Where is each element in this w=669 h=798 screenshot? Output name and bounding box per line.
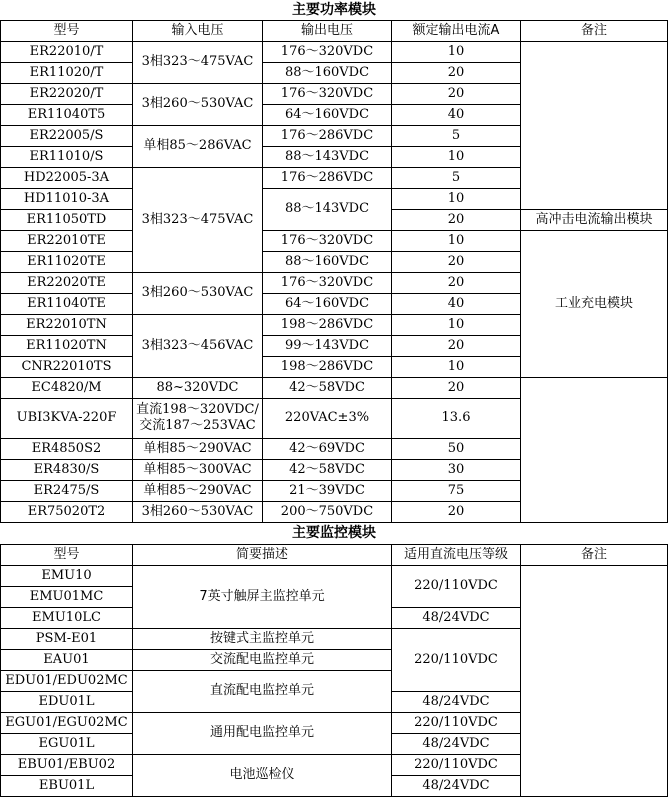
input-voltage-cell-dual [133, 398, 263, 438]
dc-voltage-cell: 48/24VDC [392, 691, 521, 712]
output-voltage-cell: 42～69VDC [263, 438, 392, 459]
output-voltage-cell: 176～286VDC [263, 167, 392, 188]
output-voltage-cell: 88～160VDC [263, 251, 392, 272]
dc-voltage-cell: 220/110VDC [392, 754, 521, 775]
remark-cell-empty [521, 377, 668, 522]
model-cell: EMU10LC [1, 607, 133, 628]
input-voltage-cell: 3相260～530VAC [133, 83, 263, 125]
current-cell: 20 [392, 251, 521, 272]
current-cell: 30 [392, 459, 521, 480]
monitor-module-table [0, 523, 668, 797]
input-voltage-cell: 3相260～530VAC [133, 501, 263, 522]
current-cell: 20 [392, 377, 521, 398]
current-cell: 40 [392, 104, 521, 125]
input-voltage-cell: 3相323～456VAC [133, 314, 263, 377]
current-cell: 10 [392, 356, 521, 377]
output-voltage-cell: 88～143VDC [263, 146, 392, 167]
model-cell: ER11050TD [1, 209, 133, 230]
model-cell: HD11010-3A [1, 188, 133, 209]
description-cell: 7英寸触屏主监控单元 [133, 565, 392, 628]
current-cell: 5 [392, 167, 521, 188]
input-voltage-cell: 单相85～290VAC [133, 480, 263, 501]
input-voltage-cell: 88~320VDC [133, 377, 263, 398]
model-cell: EC4820/M [1, 377, 133, 398]
dc-voltage-cell: 220/110VDC [392, 628, 521, 691]
dc-voltage-cell: 220/110VDC [392, 565, 521, 607]
output-voltage-cell: 88～160VDC [263, 62, 392, 83]
model-cell: ER4830/S [1, 459, 133, 480]
input-voltage-cell: 3相323～475VAC [133, 167, 263, 272]
model-cell: ER11040TE [1, 293, 133, 314]
current-cell: 40 [392, 293, 521, 314]
remark-industrial-charging: 工业充电模块 [521, 230, 668, 377]
monitor-table-title: 主要监控模块 [1, 523, 668, 544]
input-voltage-ac: 交流187～253VAC [139, 418, 256, 433]
model-cell: PSM-E01 [1, 628, 133, 649]
model-cell: ER22010TE [1, 230, 133, 251]
current-cell: 20 [392, 83, 521, 104]
header-description: 简要描述 [133, 544, 392, 565]
output-voltage-cell: 200～750VDC [263, 501, 392, 522]
model-cell: EMU01MC [1, 586, 133, 607]
model-cell: EBU01/EBU02 [1, 754, 133, 775]
output-voltage-cell: 176～320VDC [263, 272, 392, 293]
model-cell: ER4850S2 [1, 438, 133, 459]
output-voltage-cell: 198～286VDC [263, 314, 392, 335]
model-cell: ER22010TN [1, 314, 133, 335]
header-remark: 备注 [521, 544, 668, 565]
remark-high-surge: 高冲击电流输出模块 [521, 209, 668, 230]
current-cell: 50 [392, 438, 521, 459]
output-voltage-cell: 42～58VDC [263, 459, 392, 480]
header-input-voltage: 输入电压 [133, 20, 263, 41]
output-voltage-cell: 21～39VDC [263, 480, 392, 501]
header-model: 型号 [1, 544, 133, 565]
current-cell: 10 [392, 230, 521, 251]
model-cell: ER75020T2 [1, 501, 133, 522]
model-cell: EAU01 [1, 649, 133, 670]
model-cell: HD22005-3A [1, 167, 133, 188]
model-cell: EDU01L [1, 691, 133, 712]
remark-cell-empty [521, 565, 668, 796]
model-cell: CNR22010TS [1, 356, 133, 377]
output-voltage-cell: 88～143VDC [263, 188, 392, 230]
header-rated-current: 额定输出电流A [392, 20, 521, 41]
dc-voltage-cell: 48/24VDC [392, 775, 521, 796]
header-dc-voltage-level: 适用直流电压等级 [392, 544, 521, 565]
output-voltage-cell: 176～320VDC [263, 83, 392, 104]
dc-voltage-cell: 220/110VDC [392, 712, 521, 733]
dc-voltage-cell: 48/24VDC [392, 733, 521, 754]
header-remark: 备注 [521, 20, 668, 41]
output-voltage-cell: 220VAC±3% [263, 398, 392, 438]
power-table-title: 主要功率模块 [1, 0, 668, 20]
model-cell: ER22010/T [1, 41, 133, 62]
model-cell: ER11040T5 [1, 104, 133, 125]
model-cell: ER22005/S [1, 125, 133, 146]
model-cell: EBU01L [1, 775, 133, 796]
header-model: 型号 [1, 20, 133, 41]
input-voltage-cell: 3相260～530VAC [133, 272, 263, 314]
description-cell: 交流配电监控单元 [133, 649, 392, 670]
current-cell: 20 [392, 335, 521, 356]
output-voltage-cell: 64～160VDC [263, 293, 392, 314]
model-cell: EGU01L [1, 733, 133, 754]
input-voltage-cell: 单相85～300VAC [133, 459, 263, 480]
current-cell: 13.6 [392, 398, 521, 438]
model-cell: ER22020/T [1, 83, 133, 104]
output-voltage-cell: 99～143VDC [263, 335, 392, 356]
model-cell: ER11020TN [1, 335, 133, 356]
model-cell: EMU10 [1, 565, 133, 586]
output-voltage-cell: 198～286VDC [263, 356, 392, 377]
model-cell: EDU01/EDU02MC [1, 670, 133, 691]
description-cell: 直流配电监控单元 [133, 670, 392, 712]
model-cell: ER11020TE [1, 251, 133, 272]
description-cell: 按键式主监控单元 [133, 628, 392, 649]
dc-voltage-cell: 48/24VDC [392, 607, 521, 628]
current-cell: 10 [392, 314, 521, 335]
current-cell: 75 [392, 480, 521, 501]
header-output-voltage: 输出电压 [263, 20, 392, 41]
model-cell: ER22020TE [1, 272, 133, 293]
current-cell: 10 [392, 41, 521, 62]
current-cell: 10 [392, 146, 521, 167]
current-cell: 20 [392, 209, 521, 230]
current-cell: 5 [392, 125, 521, 146]
current-cell: 20 [392, 272, 521, 293]
output-voltage-cell: 176～320VDC [263, 41, 392, 62]
input-voltage-dc: 直流198～320VDC/ [136, 402, 259, 417]
current-cell: 10 [392, 188, 521, 209]
output-voltage-cell: 176～286VDC [263, 125, 392, 146]
input-voltage-cell: 单相85～290VAC [133, 438, 263, 459]
input-voltage-cell: 单相85～286VAC [133, 125, 263, 167]
input-voltage-cell: 3相323～475VAC [133, 41, 263, 83]
output-voltage-cell: 176～320VDC [263, 230, 392, 251]
description-cell: 通用配电监控单元 [133, 712, 392, 754]
model-cell: ER11020/T [1, 62, 133, 83]
model-cell: ER2475/S [1, 480, 133, 501]
model-cell: EGU01/EGU02MC [1, 712, 133, 733]
remark-cell-empty [521, 41, 668, 209]
description-cell: 电池巡检仪 [133, 754, 392, 796]
current-cell: 20 [392, 62, 521, 83]
output-voltage-cell: 42～58VDC [263, 377, 392, 398]
model-cell: ER11010/S [1, 146, 133, 167]
output-voltage-cell: 64～160VDC [263, 104, 392, 125]
model-cell: UBI3KVA-220F [1, 398, 133, 438]
current-cell: 20 [392, 501, 521, 522]
